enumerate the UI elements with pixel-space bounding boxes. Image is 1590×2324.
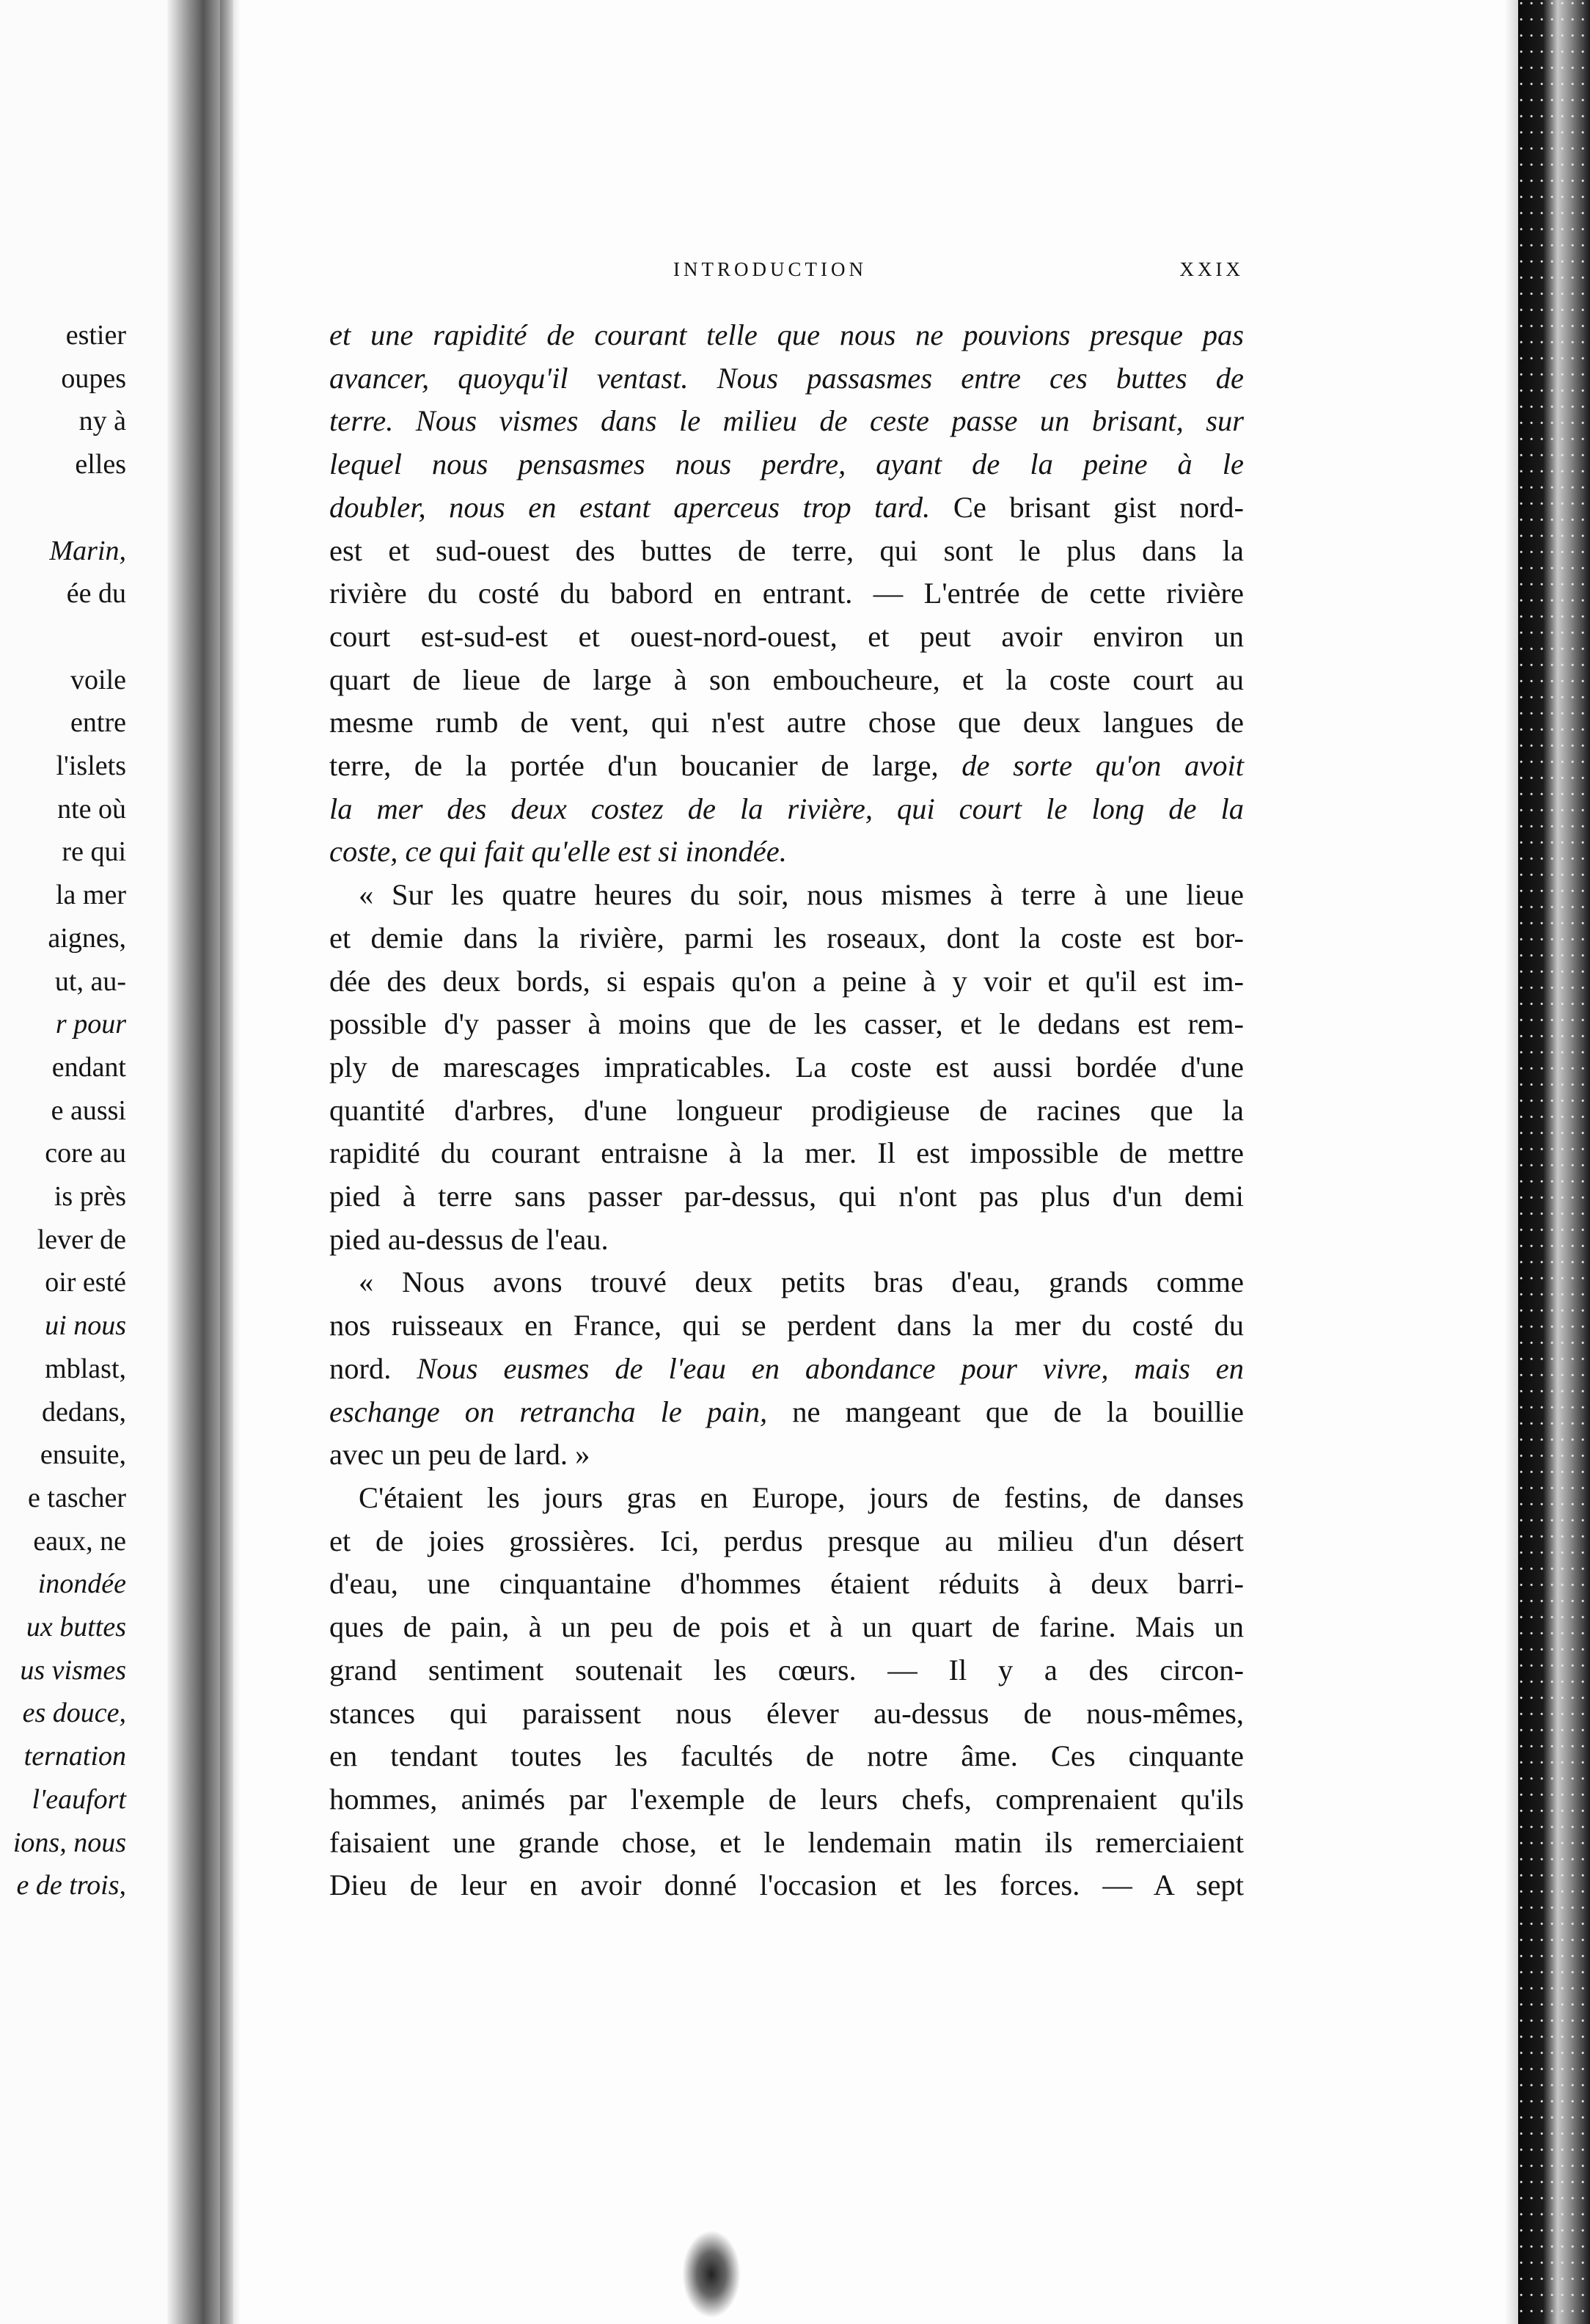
previous-page-line: Marin, [49,535,126,566]
roman-text: possible d'y passer à moins que de les casser, et le dedans est rem- [329,1007,1244,1041]
roman-text: rivière du costé du babord en entrant. — L'entrée de cette rivière [329,577,1244,610]
roman-text: « Sur les quatre heures du soir, nous mismes à terre à une lieue [359,878,1244,912]
roman-text: ply de marescages impraticables. La coste est aussi bordée d'une [329,1050,1244,1084]
text-line [329,1175,1244,1218]
previous-page-line: oir esté [45,1267,126,1298]
text-line [329,1649,1244,1692]
roman-text: stances qui paraissent nous élever au-dessus de nous-mêmes, [329,1696,1244,1730]
previous-page-line: ux buttes [26,1612,126,1642]
roman-text: et demie dans la rivière, parmi les roseaux, dont la coste est bor- [329,921,1244,954]
scan-artifact [682,2230,741,2318]
previous-page-line: dedans, [41,1396,126,1428]
text-line [329,530,1244,573]
previous-page-line: core au [45,1138,126,1169]
previous-page-line: la mer [55,880,126,911]
previous-page-line: nte où [57,793,126,825]
page-edge-shadow [1505,0,1518,2324]
text-line [329,1563,1244,1606]
previous-page-line: e aussi [51,1095,126,1126]
roman-text: court est-sud-est et ouest-nord-ouest, et peut avoir environ un [329,619,1244,653]
roman-text: pied au-dessus de l'eau. [329,1222,609,1256]
previous-page-line: mblast, [45,1353,126,1384]
previous-page-line: ternation [23,1741,126,1772]
text-line [329,443,1244,486]
text-line [329,659,1244,702]
previous-page-line: elles [75,449,126,480]
previous-page-line: l'eaufort [32,1783,126,1815]
text-line [329,917,1244,960]
text-line [329,615,1244,659]
text-line [329,1735,1244,1778]
text-line [329,1778,1244,1821]
text-line [329,1261,1244,1304]
roman-text: Dieu de leur en avoir donné l'occasion et les forces. — A sept [329,1868,1244,1902]
italic-text: lequel nous pensasmes nous perdre, ayant de la peine à le [329,447,1244,481]
previous-page-line: es douce, [22,1698,126,1729]
text-line [329,486,1244,530]
roman-text: est et sud-ouest des buttes de terre, qui sont le plus dans la [329,533,1244,567]
text-line [329,830,1244,874]
italic-text: la mer des deux costez de la rivière, qui court le long de la [329,792,1244,825]
running-head: INTRODUCTION [673,258,867,280]
previous-page-strip [0,0,192,2324]
italic-text: eschange on retrancha le pain, [329,1395,768,1428]
roman-text: quart de lieue de large à son emboucheure, et la coste court au [329,662,1244,696]
text-line [329,788,1244,831]
text-line [329,314,1244,357]
previous-page-line: l'islets [56,750,126,781]
text-line [329,1821,1244,1865]
roman-text: « Nous avons trouvé deux petits bras d'eau, grands comme [359,1265,1244,1299]
text-line [329,701,1244,745]
text-line [329,745,1244,788]
previous-page-line: ensuite, [40,1439,126,1471]
text-line [329,1864,1244,1907]
previous-page-line: us vismes [20,1654,126,1686]
text-line [329,1003,1244,1046]
text-line [329,1348,1244,1391]
previous-page-line: endant [51,1051,126,1083]
italic-text: et une rapidité de courant telle que nous ne pouvions presque pas [329,318,1244,351]
text-line [329,357,1244,401]
roman-text: Ce brisant gist nord- [930,490,1244,524]
text-line [329,400,1244,443]
roman-text: faisaient une grande chose, et le lendemain matin ils remerciaient [329,1825,1244,1859]
previous-page-line: e de trois, [16,1870,126,1901]
text-line [329,1606,1244,1649]
previous-page-line: entre [70,707,126,739]
previous-page-line: aignes, [48,922,126,954]
previous-page-line: r pour [55,1009,126,1040]
roman-text: rapidité du courant entraisne à la mer. Il est impossible de mettre [329,1136,1244,1170]
previous-page-line: re qui [62,836,126,868]
italic-text: avancer, quoyqu'il ventast. Nous passasmes entre ces buttes de [329,361,1244,395]
text-line [329,1046,1244,1089]
text-line [329,874,1244,917]
previous-page-line: ny à [78,406,126,437]
text-line [329,1089,1244,1133]
previous-page-line: ui nous [45,1310,126,1342]
page-body-text [329,314,1244,1907]
roman-text: dée des deux bords, si espais qu'on a peine à y voir et qu'il est im- [329,964,1244,998]
text-line [329,1132,1244,1175]
previous-page-line: ut, au- [54,965,126,997]
roman-text: nos ruisseaux en France, qui se perdent dans la mer du costé du [329,1309,1244,1342]
italic-text: Nous eusmes de l'eau en abondance pour vivre, mais en [417,1351,1244,1385]
text-line [329,1692,1244,1736]
previous-page-line: eaux, ne [33,1525,126,1557]
previous-page-line: oupes [61,362,126,394]
gutter-shadow [220,0,241,2324]
italic-text: terre. Nous vismes dans le milieu de ceste passe un brisant, sur [329,404,1244,438]
roman-text: terre, de la portée d'un boucanier de large, [329,749,962,783]
roman-text: nord. [329,1351,417,1385]
previous-page-line: voile [70,664,126,695]
roman-text: C'étaient les jours gras en Europe, jours de festins, de danses [359,1480,1244,1514]
roman-text: en tendant toutes les facultés de notre âme. Ces cinquante [329,1739,1244,1773]
text-line [329,1218,1244,1262]
text-line [329,1520,1244,1563]
roman-text: pied à terre sans passer par-dessus, qui n'ont pas plus d'un demi [329,1180,1244,1213]
roman-text: hommes, animés par l'exemple de leurs chefs, comprenaient qu'ils [329,1782,1244,1816]
roman-text: et de joies grossières. Ici, perdus presque au milieu d'un désert [329,1524,1244,1557]
roman-text: ques de pain, à un peu de pois et à un quart de farine. Mais un [329,1610,1244,1644]
italic-text: de sorte qu'on avoit [961,749,1244,783]
scan-border [1518,0,1590,2324]
previous-page-line: is près [54,1181,126,1212]
roman-text: mesme rumb de vent, qui n'est autre chose que deux langues de [329,706,1244,739]
text-line [329,572,1244,615]
page-number: XXIX [1179,258,1244,280]
text-line [329,960,1244,1004]
roman-text: d'eau, une cinquantaine d'hommes étaient réduits à deux barri- [329,1567,1244,1601]
italic-text: doubler, nous en estant aperceus trop tard. [329,490,931,524]
roman-text: avec un peu de lard. » [329,1438,590,1472]
previous-page-line: lever de [37,1224,126,1255]
italic-text: coste, ce qui fait qu'elle est si inondée. [329,835,787,869]
previous-page-line: estier [65,320,126,351]
previous-page-line: inondée [37,1568,126,1600]
roman-text: ne mangeant que de la bouillie [767,1395,1244,1428]
previous-page-line: ions, nous [12,1827,126,1858]
text-line [329,1477,1244,1520]
roman-text: grand sentiment soutenait les cœurs. — Il y a des circon- [329,1653,1244,1687]
previous-page-line: ée du [66,578,126,610]
text-line [329,1391,1244,1434]
text-line [329,1304,1244,1348]
roman-text: quantité d'arbres, d'une longueur prodigieuse de racines que la [329,1093,1244,1127]
text-line [329,1433,1244,1477]
previous-page-line: e tascher [28,1482,126,1513]
